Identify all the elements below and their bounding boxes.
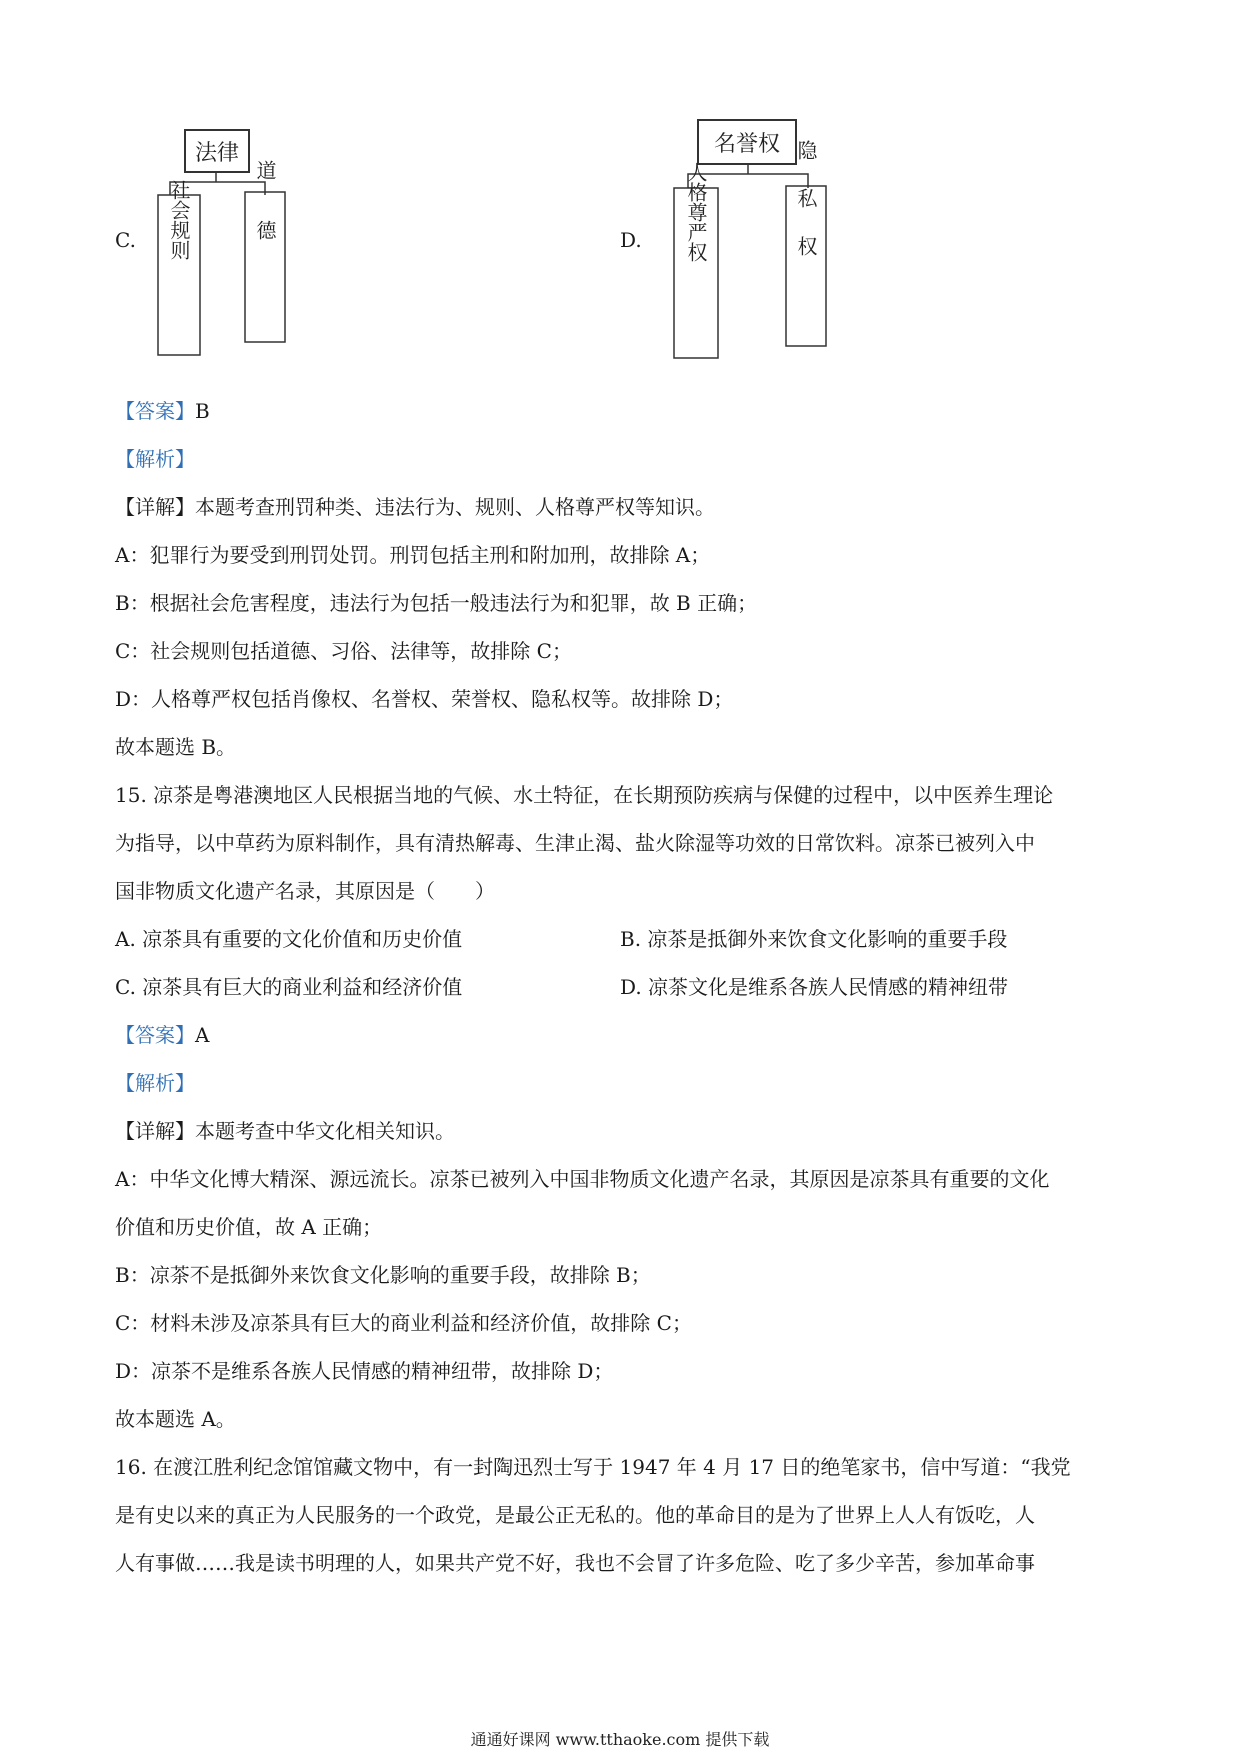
q14-explain-b: B：根据社会危害程度，违法行为包括一般违法行为和犯罪，故 B 正确；	[115, 591, 758, 615]
q15-conclusion: 故本题选 A。	[115, 1407, 236, 1431]
q15-detail: 【详解】本题考查中华文化相关知识。	[115, 1119, 455, 1143]
q15-explain-b: B：凉茶不是抵御外来饮食文化影响的重要手段，故排除 B；	[115, 1263, 651, 1287]
q15-answer	[115, 1022, 209, 1048]
option-d-letter: D.	[620, 228, 642, 252]
q15-explain-c: C：材料未涉及凉茶具有巨大的商业利益和经济价值，故排除 C；	[115, 1311, 692, 1335]
q16-stem-line1: 16. 在渡江胜利纪念馆馆藏文物中，有一封陶迅烈士写于 1947 年 4 月 17 日的绝笔家书，信中写道：“我党	[115, 1455, 1071, 1479]
q14-explain-a: A：犯罪行为要受到刑罚处罚。刑罚包括主刑和附加刑，故排除 A；	[115, 543, 711, 567]
q15-explain-a-line1: A：中华文化博大精深、源远流长。凉茶已被列入中国非物质文化遗产名录，其原因是凉茶具有重要的文化	[115, 1167, 1050, 1191]
option-c-diagram	[150, 120, 320, 370]
q16-stem-line3: 人有事做……我是读书明理的人，如果共产党不好，我也不会冒了许多危险、吃了多少辛苦，参加革命事	[115, 1551, 1035, 1575]
page-footer: 通通好课网 www.tthaoke.com 提供下载	[470, 1730, 770, 1749]
q16-stem-line2: 是有史以来的真正为人民服务的一个政党，是最公正无私的。他的革命目的是为了世界上人人有饭吃，人	[115, 1503, 1035, 1527]
option-d-right-label: 隐私权	[794, 140, 818, 284]
option-c-left-label: 社会规则	[167, 180, 191, 260]
option-c-top-label: 法律	[194, 141, 240, 166]
q14-conclusion: 故本题选 B。	[115, 735, 237, 759]
answer-value: A	[195, 1023, 210, 1047]
q14-explain-c: C：社会规则包括道德、习俗、法律等，故排除 C；	[115, 639, 572, 663]
answer-value: B	[195, 399, 210, 423]
q14-answer	[115, 398, 210, 424]
q14-detail: 【详解】本题考查刑罚种类、违法行为、规则、人格尊严权等知识。	[115, 495, 715, 519]
q15-stem-line3: 国非物质文化遗产名录，其原因是（ ）	[115, 879, 495, 903]
q14-analysis-label: 【解析】	[115, 447, 195, 471]
q15-stem-line1: 15. 凉茶是粤港澳地区人民根据当地的气候、水土特征，在长期预防疾病与保健的过程中，以中医养生理论	[115, 783, 1054, 807]
q15-option-d: D. 凉茶文化是维系各族人民情感的精神纽带	[620, 975, 1009, 999]
option-d-diagram	[668, 108, 838, 378]
q14-explain-d: D：人格尊严权包括肖像权、名誉权、荣誉权、隐私权等。故排除 D；	[115, 687, 734, 711]
q15-explain-d: D：凉茶不是维系各族人民情感的精神纽带，故排除 D；	[115, 1359, 614, 1383]
option-c-right-label: 道德	[253, 160, 277, 280]
q15-option-a: A. 凉茶具有重要的文化价值和历史价值	[115, 927, 463, 951]
answer-label: 【答案】	[115, 1023, 195, 1047]
answer-label: 【答案】	[115, 399, 195, 423]
q15-explain-a-line2: 价值和历史价值，故 A 正确；	[115, 1215, 383, 1239]
option-c-letter: C.	[115, 228, 136, 252]
option-d-top-label: 名誉权	[713, 132, 781, 157]
q15-stem-line2: 为指导，以中草药为原料制作，具有清热解毒、生津止渴、盐火除湿等功效的日常饮料。凉茶已被列入中	[115, 831, 1035, 855]
q15-option-b: B. 凉茶是抵御外来饮食文化影响的重要手段	[620, 927, 1008, 951]
q15-option-c: C. 凉茶具有巨大的商业利益和经济价值	[115, 975, 463, 999]
option-d-left-label: 人格尊严权	[684, 162, 708, 262]
q15-analysis-label: 【解析】	[115, 1071, 195, 1095]
